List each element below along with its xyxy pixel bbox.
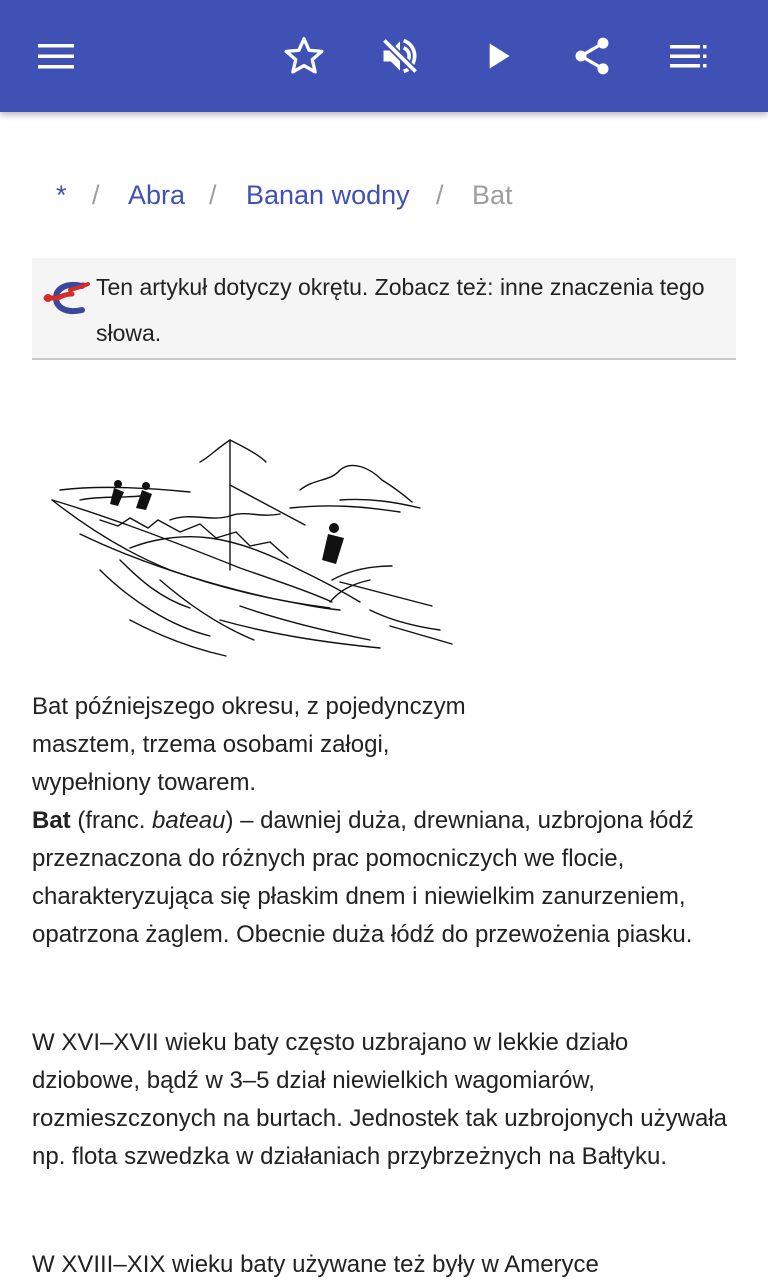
star-icon	[282, 34, 326, 78]
mute-button[interactable]	[372, 28, 428, 84]
share-button[interactable]	[564, 28, 620, 84]
foreign-term: bateau	[152, 807, 226, 834]
volume-off-icon	[378, 34, 422, 78]
breadcrumb-separator: /	[92, 180, 100, 210]
breadcrumb-current: Bat	[472, 180, 513, 210]
article-text: (franc.	[70, 807, 153, 834]
disambiguation-note	[32, 258, 736, 360]
article-paragraph	[32, 802, 736, 954]
breadcrumb-item-root[interactable]: *	[56, 180, 67, 210]
share-icon	[570, 34, 614, 78]
playlist-icon	[668, 36, 708, 76]
app-toolbar	[0, 0, 768, 112]
article-text: ) – dawniej duża, drewniana, uzbrojona łódź przeznaczona do różnych prac pomocniczych we flocie, charakteryzująca się płaskim dnem i niewielkim zanurzeniem, opatrzona żaglem. Obecnie duża łódź do przewożenia piasku.	[32, 807, 694, 948]
menu-icon	[36, 36, 76, 76]
article-term: Bat	[32, 807, 71, 834]
boat-illustration	[40, 430, 460, 660]
disambiguation-icon	[42, 276, 92, 320]
favorite-button[interactable]	[276, 28, 332, 84]
breadcrumb-item-abra[interactable]: Abra	[128, 180, 186, 210]
play-button[interactable]	[470, 28, 526, 84]
article-paragraph: W XVIII–XIX wieku baty używane też były w Ameryce	[32, 1251, 599, 1278]
menu-button[interactable]	[28, 28, 84, 84]
contents-button[interactable]	[660, 28, 716, 84]
breadcrumb	[0, 180, 768, 220]
breadcrumb-item-banan-wodny[interactable]: Banan wodny	[246, 180, 410, 210]
breadcrumb-separator: /	[436, 180, 444, 210]
play-icon	[478, 36, 518, 76]
breadcrumb-separator: /	[209, 180, 217, 210]
figure-caption: Bat późniejszego okresu, z pojedynczym masztem, trzema osobami załogi, wypełniony towarem.	[32, 693, 466, 796]
disambiguation-text: Ten artykuł dotyczy okrętu. Zobacz też: inne znaczenia tego słowa.	[96, 274, 705, 346]
article-paragraph: W XVI–XVII wieku baty często uzbrajano w lekkie działo dziobowe, bądź w 3–5 dział niewielkich wagomiarów, rozmieszczonych na burtach. Jednostek tak uzbrojonych używała np. flota szwedzka w działaniach przybrzeżnych na Bałtyku.	[32, 1029, 728, 1170]
